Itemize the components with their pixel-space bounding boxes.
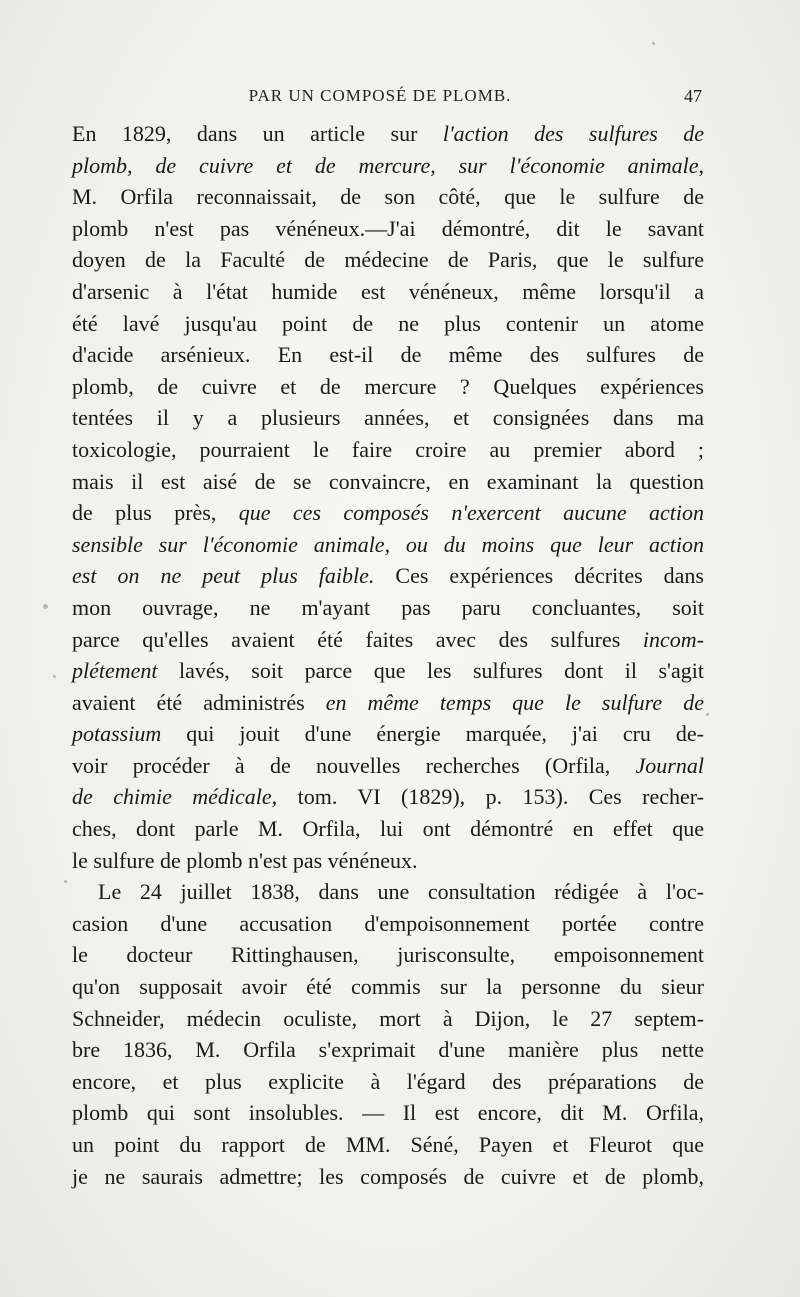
paper-speck — [64, 880, 67, 883]
text-segment: toxicologie, pourraient le faire croire au premier abord ; — [72, 436, 704, 462]
page-number: 47 — [684, 86, 702, 106]
text-line — [72, 150, 704, 182]
italic-text-segment: est on ne peut plus faible. — [72, 563, 375, 589]
text-line — [72, 371, 704, 403]
text-segment: tom. VI (1829), p. 153). Ces recher- — [277, 784, 705, 810]
text-line — [72, 781, 704, 813]
text-line — [72, 750, 704, 782]
text-line — [72, 718, 704, 750]
text-line — [72, 181, 704, 213]
text-line — [72, 1161, 704, 1193]
text-segment: je ne saurais admettre; les composés de cuivre et de plomb, — [72, 1163, 704, 1189]
text-segment: plomb, de cuivre et de mercure ? Quelques expériences — [72, 373, 704, 399]
text-segment: un point du rapport de MM. Séné, Payen et Fleurot que — [72, 1132, 704, 1157]
text-segment: En 1829, dans un article sur — [72, 121, 443, 146]
text-segment: Schneider, médecin oculiste, mort à Dijon, le 27 septem- — [72, 1005, 704, 1031]
text-segment: bre 1836, M. Orfila s'exprimait d'une manière plus nette — [72, 1037, 704, 1063]
text-segment: ches, dont parle M. Orfila, lui ont démontré en effet que — [72, 816, 704, 842]
text-line — [72, 244, 704, 276]
text-segment: d'arsenic à l'état humide est vénéneux, même lorsqu'il a — [72, 278, 704, 304]
text-line — [72, 497, 704, 529]
italic-text-segment: l'action des sulfures de — [442, 121, 704, 146]
text-line — [72, 813, 704, 845]
text-line — [72, 845, 704, 877]
text-line — [72, 213, 704, 245]
text-segment: qui jouit d'une énergie marquée, j'ai cru de- — [161, 721, 704, 747]
body-text — [72, 118, 704, 1192]
italic-text-segment: potassium — [72, 721, 162, 747]
text-line — [72, 687, 704, 719]
text-line — [72, 1129, 704, 1161]
text-segment: le sulfure de plomb n'est pas vénéneux. — [72, 847, 418, 873]
paper-speck — [706, 713, 709, 716]
text-line — [72, 118, 704, 150]
text-line — [72, 1034, 704, 1066]
text-line — [72, 466, 704, 498]
text-line — [72, 339, 704, 371]
text-line — [72, 529, 704, 561]
italic-text-segment: en même temps que le sulfure de — [325, 689, 704, 715]
text-line — [72, 434, 704, 466]
paper-speck — [53, 675, 56, 678]
text-segment: plomb qui sont insolubles. — Il est encore, dit M. Orfila, — [72, 1100, 704, 1126]
italic-text-segment: Journal — [635, 752, 704, 778]
text-line — [72, 592, 704, 624]
running-title: PAR UN COMPOSÉ DE PLOMB. — [248, 86, 512, 105]
text-segment: de plus près, — [72, 500, 239, 526]
text-segment: avaient été administrés — [72, 689, 326, 715]
text-line — [72, 1097, 704, 1129]
text-segment: qu'on supposait avoir été commis sur la personne du sieur — [72, 974, 704, 1000]
text-segment: lavés, soit parce que les sulfures dont il s'agit — [157, 658, 704, 684]
text-segment: plomb n'est pas vénéneux.—J'ai démontré, dit le savant — [72, 215, 704, 241]
running-header — [60, 86, 700, 110]
text-line — [72, 1003, 704, 1035]
text-segment: tentées il y a plusieurs années, et consignées dans ma — [72, 405, 704, 431]
text-line — [72, 308, 704, 340]
italic-text-segment: plomb, de cuivre et de mercure, sur l'économie animale, — [72, 152, 704, 178]
text-segment: d'acide arsénieux. En est-il de même des sulfures de — [72, 342, 704, 368]
paper-speck — [43, 604, 48, 609]
text-segment: été lavé jusqu'au point de ne plus contenir un atome — [72, 310, 704, 336]
text-segment: encore, et plus explicite à l'égard des préparations de — [72, 1068, 704, 1094]
italic-text-segment: plétement — [72, 658, 158, 684]
text-segment: Le 24 juillet 1838, dans une consultation rédigée à l'oc- — [98, 879, 704, 905]
italic-text-segment: de chimie médicale, — [72, 784, 278, 810]
text-line — [72, 276, 704, 308]
text-line — [72, 655, 704, 687]
text-segment: voir procéder à de nouvelles recherches (Orfila, — [72, 752, 636, 778]
text-line — [72, 1066, 704, 1098]
text-segment: parce qu'elles avaient été faites avec des sulfures — [72, 626, 643, 652]
text-segment: mais il est aisé de se convaincre, en examinant la question — [72, 468, 704, 494]
text-line — [72, 402, 704, 434]
text-segment: doyen de la Faculté de médecine de Paris, que le sulfure — [72, 247, 704, 273]
text-line — [72, 971, 704, 1003]
text-segment: Ces expériences décrites dans — [374, 563, 704, 589]
text-line — [72, 908, 704, 940]
text-line — [72, 876, 704, 908]
text-line — [72, 624, 704, 656]
paper-speck — [652, 42, 655, 45]
italic-text-segment: sensible sur l'économie animale, ou du moins que leur action — [72, 531, 704, 557]
text-segment: mon ouvrage, ne m'ayant pas paru concluantes, soit — [72, 594, 704, 620]
text-segment: casion d'une accusation d'empoisonnement portée contre — [72, 910, 704, 936]
text-line — [72, 560, 704, 592]
text-segment: le docteur Rittinghausen, jurisconsulte, empoisonnement — [72, 942, 704, 968]
text-line — [72, 939, 704, 971]
italic-text-segment: incom- — [642, 626, 704, 652]
italic-text-segment: que ces composés n'exercent aucune action — [238, 500, 704, 526]
text-segment: M. Orfila reconnaissait, de son côté, que le sulfure de — [72, 184, 704, 210]
